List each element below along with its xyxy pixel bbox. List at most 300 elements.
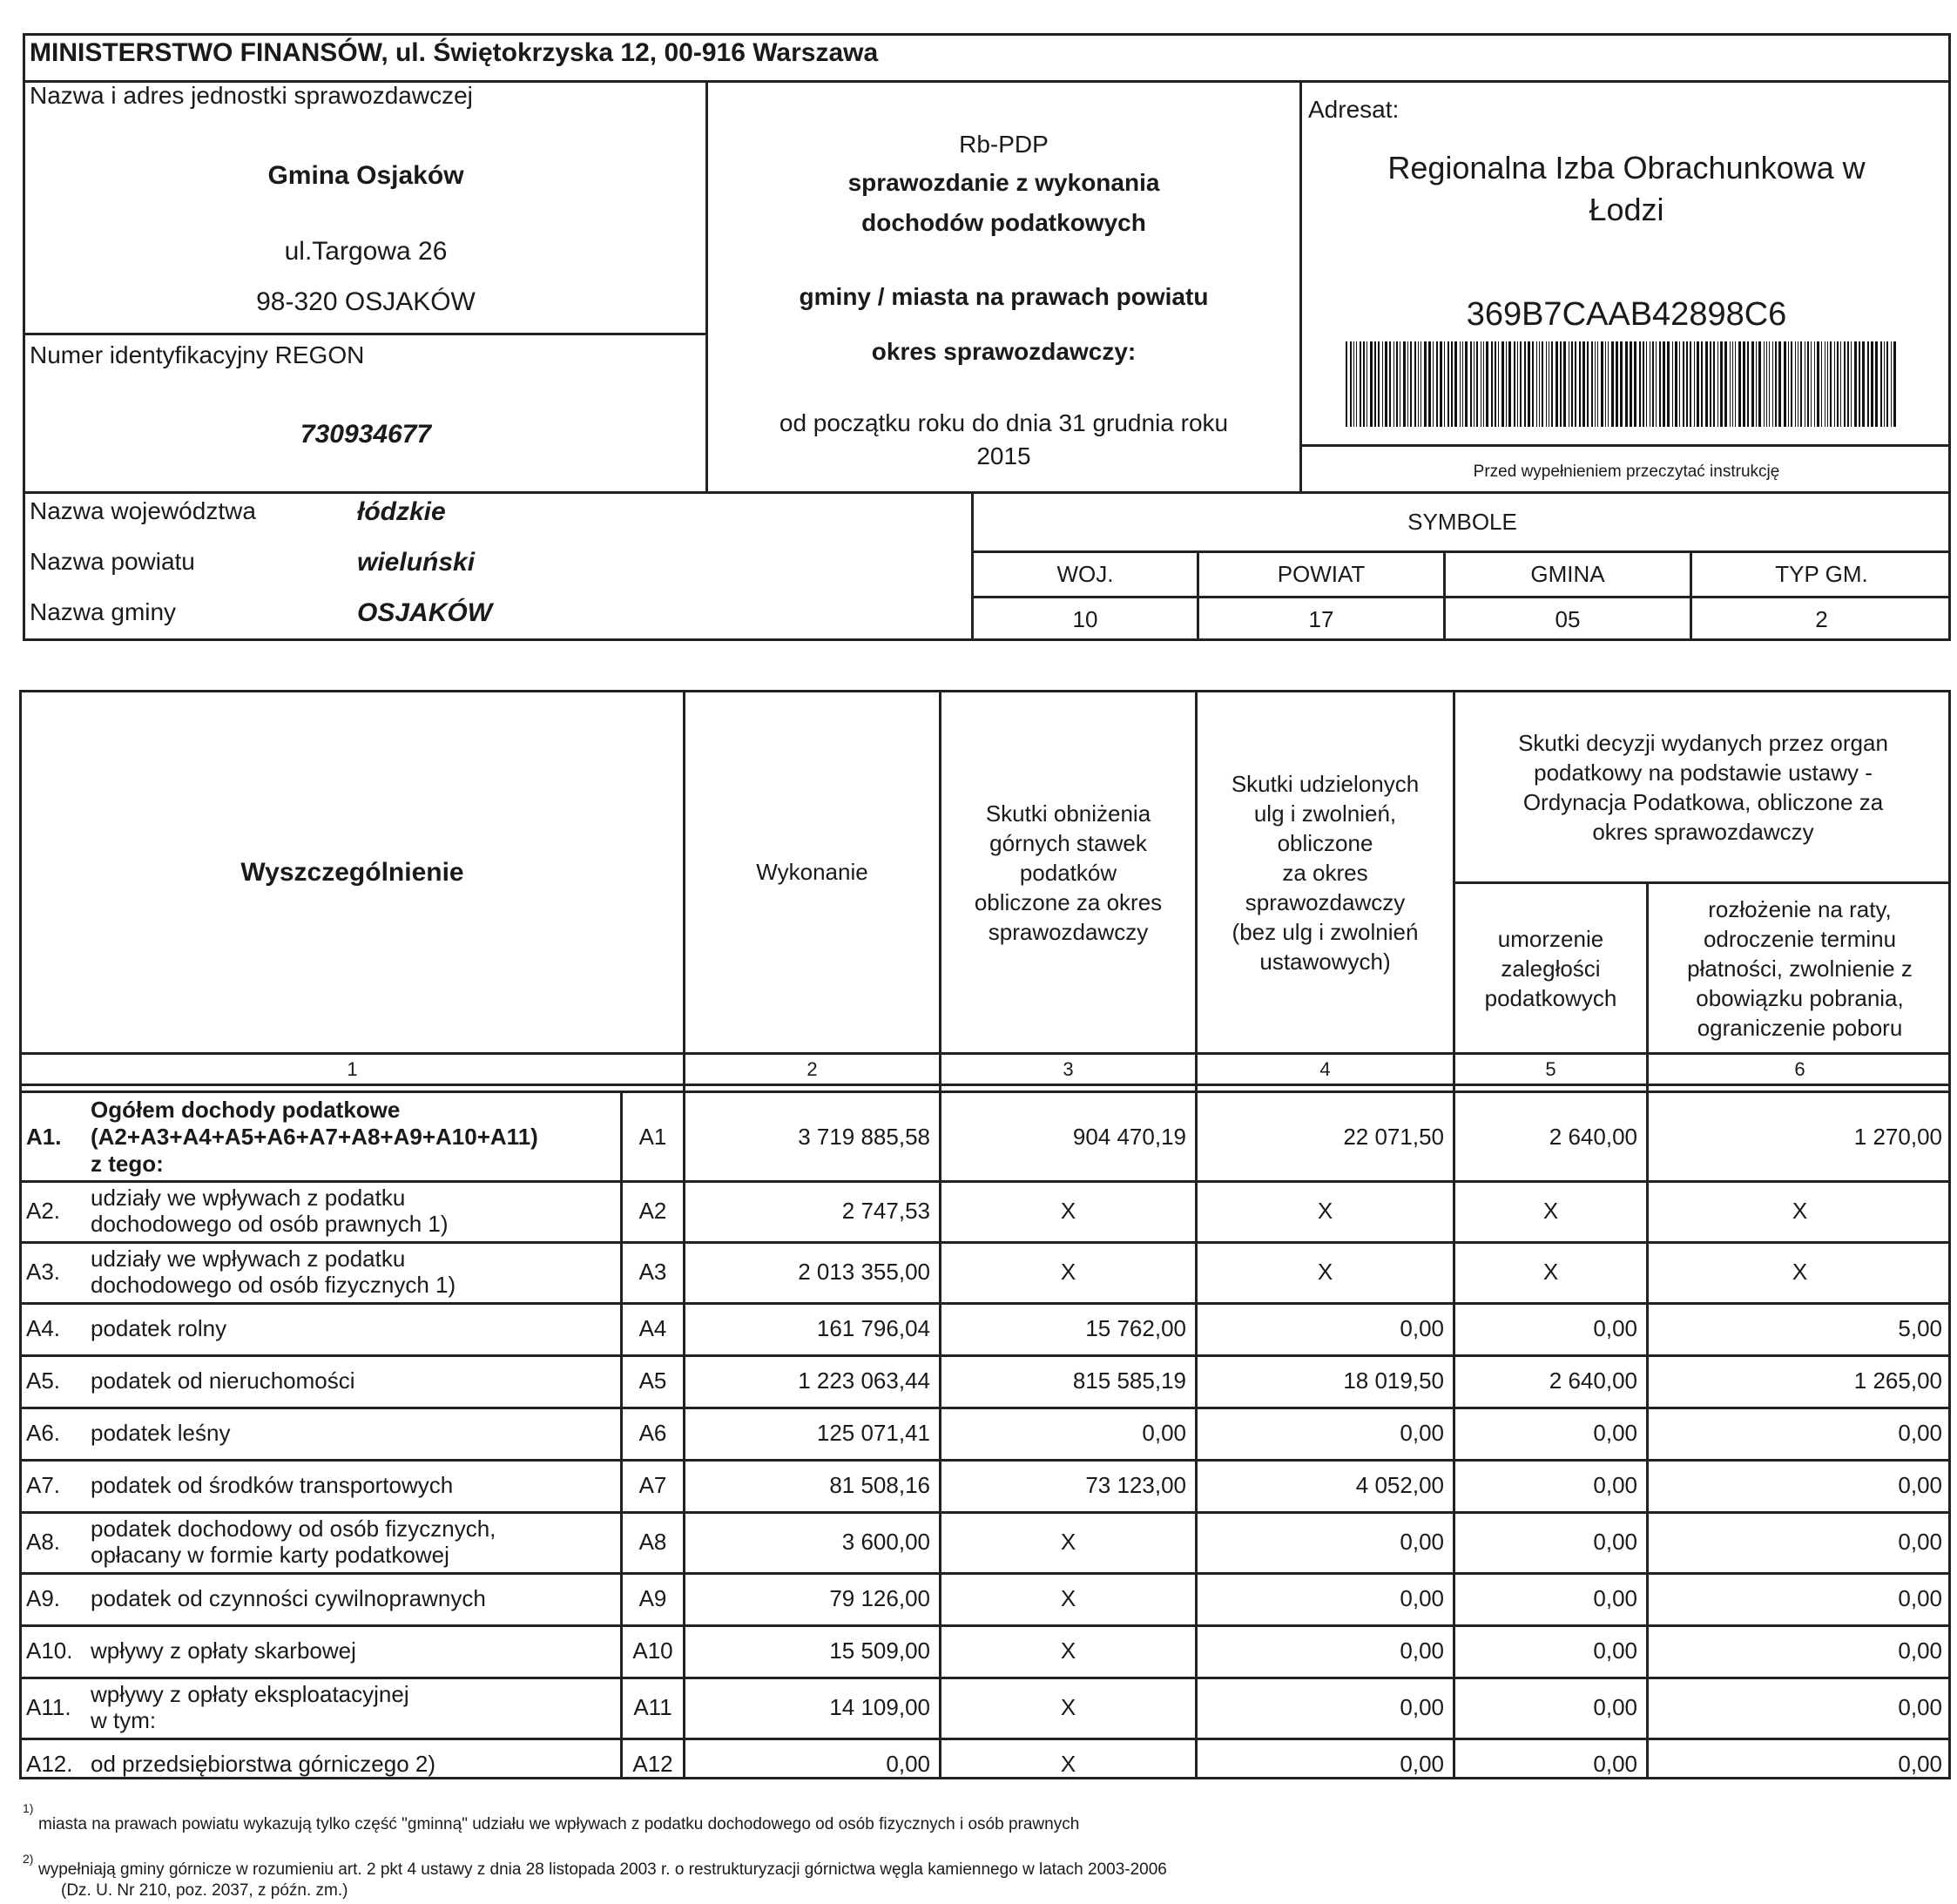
header-line: obliczone (1277, 829, 1373, 856)
row-number: A3. (26, 1258, 61, 1285)
barcode-bar (1460, 341, 1461, 427)
barcode-bar (1724, 341, 1727, 427)
row-value-col4: 22 071,50 (1343, 1123, 1444, 1150)
barcode-bar (1563, 341, 1566, 427)
row-number: A7. (26, 1471, 61, 1498)
barcode-bar (1646, 341, 1647, 427)
divider (1299, 80, 1302, 491)
symbol-header-typ: TYP GM. (1775, 561, 1868, 587)
row-name (91, 1241, 618, 1302)
footnote-1-mark: 1) (23, 1801, 34, 1815)
barcode-bar (1542, 341, 1543, 427)
row-value-col6: X (1792, 1197, 1808, 1224)
barcode-bar (1616, 341, 1618, 427)
divider (1299, 444, 1951, 447)
barcode-bar (1758, 341, 1761, 427)
barcode-bar (1840, 341, 1841, 427)
barcode-bar (1555, 341, 1558, 427)
barcode-bar (1491, 341, 1493, 427)
woj-value: łódzkie (357, 497, 446, 526)
row-value-col5: X (1542, 1197, 1559, 1224)
row-value-col2: 161 796,04 (816, 1314, 930, 1341)
header-line: (bez ulg i zwolnień (1232, 918, 1419, 945)
barcode-bar (1582, 341, 1585, 427)
barcode-bar (1732, 341, 1733, 427)
row-number: A4. (26, 1314, 61, 1341)
barcode-bar (1675, 341, 1677, 427)
row-value-col5: 0,00 (1593, 1750, 1637, 1777)
gmina-value: OSJAKÓW (357, 598, 493, 627)
row-code: A10 (632, 1637, 673, 1664)
row-number: A11. (26, 1693, 71, 1720)
row-number: A2. (26, 1197, 61, 1224)
barcode-bar (1811, 341, 1812, 427)
header-col6 (1649, 884, 1951, 1052)
row-name-line: wpływy z opłaty eksploatacyjnej (91, 1681, 409, 1707)
barcode-bar (1738, 341, 1741, 427)
barcode-bar (1679, 341, 1680, 427)
row-code: A9 (638, 1584, 667, 1611)
row-name (91, 1624, 618, 1677)
barcode-bar (1817, 341, 1819, 427)
header-line: Skutki obniżenia (985, 800, 1151, 827)
row-value-col6: 0,00 (1898, 1693, 1942, 1720)
barcode-bar (1880, 341, 1882, 427)
form-code: Rb-PDP (959, 131, 1049, 158)
barcode-bar (1407, 341, 1408, 427)
row-code: A7 (638, 1471, 667, 1498)
row-name-line: opłacany w formie karty podatkowej (91, 1542, 449, 1568)
row-name-line: podatek od nieruchomości (91, 1367, 355, 1394)
row-value-col5: 0,00 (1593, 1693, 1637, 1720)
unit-street: ul.Targowa 26 (284, 237, 448, 266)
row-name (91, 1407, 618, 1459)
row-value-col6: 0,00 (1898, 1584, 1942, 1611)
barcode-bar (1827, 341, 1828, 427)
row-value-col6: X (1792, 1258, 1808, 1285)
row-code: A11 (633, 1693, 672, 1720)
header-line: sprawozdawczy (988, 918, 1149, 945)
header-line: obliczone za okres (974, 888, 1163, 915)
footnote-2: wypełniają gminy górnicze w rozumieniu art. 2 pkt 4 ustawy z dnia 28 listopada 2003 r. o restrukturyzacji górnictwa węgla kamiennego w latach 2003-2006 (38, 1860, 1167, 1879)
header-line: obowiązku pobrania, (1696, 984, 1904, 1011)
barcode-bar (1506, 341, 1507, 427)
header-line: podatkowych (1484, 984, 1617, 1011)
header-line: podatków (1019, 859, 1117, 886)
symbol-header-woj: WOJ. (1056, 561, 1114, 587)
barcode-bar (1356, 341, 1357, 427)
header-line: Skutki udzielonych (1231, 770, 1420, 797)
header-col56 (1455, 692, 1951, 881)
barcode-bar (1834, 341, 1835, 427)
barcode-bar (1601, 341, 1603, 427)
symbol-value-woj: 10 (1072, 606, 1098, 632)
col-number-3: 3 (1063, 1057, 1074, 1080)
barcode-bar (1374, 341, 1376, 427)
header-wykonanie: Wykonanie (756, 859, 868, 885)
row-value-col3: 904 470,19 (1072, 1123, 1186, 1150)
header-col5 (1455, 884, 1646, 1052)
barcode-bar (1769, 341, 1770, 427)
row-code: A4 (638, 1314, 667, 1341)
row-name-line: od przedsiębiorstwa górniczego 2) (91, 1751, 435, 1777)
row-value-col6: 0,00 (1898, 1419, 1942, 1446)
row-code: A12 (632, 1750, 673, 1777)
row-name (91, 1677, 618, 1738)
barcode-bar (1433, 341, 1434, 427)
form-title-2: dochodów podatkowych (861, 209, 1146, 236)
woj-label: Nazwa województwa (30, 497, 256, 524)
barcode-bar (1686, 341, 1688, 427)
row-name (91, 1572, 618, 1624)
row-value-col3: 73 123,00 (1085, 1471, 1186, 1498)
row-value-col6: 1 265,00 (1853, 1367, 1942, 1394)
row-value-col3: X (1060, 1528, 1076, 1555)
addressee-line-1: Regionalna Izba Obrachunkowa w (1387, 150, 1866, 186)
row-name-line: udziały we wpływach z podatku (91, 1246, 406, 1272)
addressee-line-2: Łodzi (1589, 192, 1664, 227)
row-code: A5 (638, 1367, 667, 1394)
row-name-line: Ogółem dochody podatkowe (91, 1096, 401, 1123)
barcode-bar (1875, 341, 1878, 427)
symbol-header-gmina: GMINA (1530, 561, 1605, 587)
barcode-bar (1784, 341, 1786, 427)
barcode-bar (1532, 341, 1534, 427)
barcode-bar (1656, 341, 1657, 427)
barcode-bar (1764, 341, 1765, 427)
row-value-col2: 2 013 355,00 (798, 1258, 930, 1285)
regon-label: Numer identyfikacyjny REGON (30, 341, 365, 368)
col-number-5: 5 (1545, 1057, 1556, 1080)
barcode-bar (1800, 341, 1802, 427)
row-code: A2 (638, 1197, 667, 1224)
barcode-bar (1591, 341, 1593, 427)
barcode-bar (1743, 341, 1745, 427)
row-value-col6: 1 270,00 (1853, 1123, 1942, 1150)
barcode-bar (1886, 341, 1888, 427)
col-number-4: 4 (1319, 1057, 1331, 1080)
barcode-bar (1498, 341, 1499, 427)
barcode-bar (1705, 341, 1708, 427)
row-value-col2: 2 747,53 (841, 1197, 930, 1224)
row-value-col4: X (1317, 1258, 1333, 1285)
row-name-line: podatek od czynności cywilnoprawnych (91, 1585, 486, 1611)
barcode-bar (1730, 341, 1731, 427)
document-code: 369B7CAAB42898C6 (1466, 296, 1787, 333)
barcode-bar (1520, 341, 1522, 427)
barcode-bar (1360, 341, 1361, 427)
barcode-bar (1595, 341, 1596, 427)
barcode-bar (1893, 341, 1896, 427)
unit-name: Gmina Osjaków (267, 161, 464, 190)
barcode-bar (1385, 341, 1387, 427)
barcode-bar (1346, 341, 1347, 427)
row-value-col2: 79 126,00 (829, 1584, 930, 1611)
row-name-line: podatek rolny (91, 1315, 227, 1341)
barcode-bar (1448, 341, 1449, 427)
barcode-bar (1697, 341, 1699, 427)
barcode-bar (1444, 341, 1445, 427)
row-name (91, 1511, 618, 1572)
barcode-bar (1470, 341, 1472, 427)
barcode-bar (1350, 341, 1352, 427)
row-value-col2: 3 600,00 (841, 1528, 930, 1555)
header-line: górnych stawek (989, 829, 1147, 856)
row-value-col2: 14 109,00 (829, 1693, 930, 1720)
header-wyszczegolnienie: Wyszczególnienie (240, 857, 464, 887)
barcode-bar (1620, 341, 1623, 427)
barcode-bar (1501, 341, 1504, 427)
row-number: A12. (26, 1750, 73, 1777)
barcode-bar (1766, 341, 1767, 427)
header-line: ograniczenie poboru (1697, 1014, 1903, 1041)
row-value-col3: 815 585,19 (1072, 1367, 1186, 1394)
barcode-bar (1821, 341, 1822, 427)
barcode-bar (1694, 341, 1695, 427)
row-value-col5: 0,00 (1593, 1471, 1637, 1498)
header-line: umorzenie (1497, 925, 1604, 952)
row-value-col5: X (1542, 1258, 1559, 1285)
barcode-bar (1465, 341, 1468, 427)
footnote-1: miasta na prawach powiatu wykazują tylko część "gminną" udziału we wpływach z podatku dochodowego od osób fizycznych i osób prawnych (38, 1815, 1080, 1833)
row-number: A5. (26, 1367, 61, 1394)
barcode-bar (1630, 341, 1632, 427)
row-name (91, 1354, 618, 1407)
barcode-bar (1844, 341, 1846, 427)
barcode-bar (1830, 341, 1832, 427)
divider (23, 333, 705, 335)
barcode-bar (1524, 341, 1526, 427)
barcode-bar (1539, 341, 1540, 427)
row-code: A1 (638, 1123, 667, 1150)
header-col3 (941, 692, 1195, 1052)
powiat-label: Nazwa powiatu (30, 548, 195, 575)
row-number: A8. (26, 1528, 61, 1555)
barcode-bar (1495, 341, 1496, 427)
row-value-col2: 15 509,00 (829, 1637, 930, 1664)
barcode-bar (1410, 341, 1412, 427)
barcode-bar (1814, 341, 1815, 427)
barcode-bar (1859, 341, 1860, 427)
barcode-bar (1625, 341, 1628, 427)
row-code: A8 (638, 1528, 667, 1555)
barcode-bar (1788, 341, 1789, 427)
barcode-bar (1663, 341, 1665, 427)
barcode-bar (1514, 341, 1515, 427)
barcode-bar (1551, 341, 1553, 427)
symbols-title: SYMBOLE (1407, 509, 1517, 535)
row-value-col6: 0,00 (1898, 1528, 1942, 1555)
powiat-value: wieluński (357, 548, 476, 577)
barcode-bar (1575, 341, 1576, 427)
row-number: A10. (26, 1637, 73, 1664)
barcode-bar (1795, 341, 1796, 427)
row-code: A3 (638, 1258, 667, 1285)
barcode-bar (1867, 341, 1869, 427)
barcode-bar (1634, 341, 1636, 427)
row-name (91, 1738, 618, 1790)
divider (23, 491, 1951, 494)
barcode-bar (1424, 341, 1427, 427)
row-value-col2: 0,00 (886, 1750, 930, 1777)
divider (19, 1084, 1951, 1086)
row-value-col4: 0,00 (1400, 1693, 1444, 1720)
row-value-col2: 1 223 063,44 (798, 1367, 930, 1394)
barcode-bar (1611, 341, 1614, 427)
barcode-bar (1747, 341, 1749, 427)
row-value-col5: 0,00 (1593, 1419, 1637, 1446)
barcode-bar (1440, 341, 1442, 427)
row-name (91, 1093, 618, 1180)
row-name-line: (A2+A3+A4+A5+A6+A7+A8+A9+A10+A11) (91, 1123, 538, 1150)
row-value-col4: 4 052,00 (1355, 1471, 1444, 1498)
row-name-line: podatek dochodowy od osób fizycznych, (91, 1516, 496, 1542)
header-line: zaległości (1501, 955, 1601, 982)
barcode-bar (1862, 341, 1865, 427)
barcode-bar (1517, 341, 1518, 427)
row-value-col4: 0,00 (1400, 1750, 1444, 1777)
row-number: A6. (26, 1419, 61, 1446)
barcode-bar (1414, 341, 1416, 427)
barcode-bar (1597, 341, 1598, 427)
row-value-col3: 15 762,00 (1085, 1314, 1186, 1341)
symbol-value-typ: 2 (1815, 606, 1828, 632)
footnote-2-mark: 2) (23, 1852, 34, 1866)
row-value-col3: X (1060, 1197, 1076, 1224)
barcode-bar (1847, 341, 1849, 427)
barcode-bar (1652, 341, 1654, 427)
col-number-1: 1 (347, 1057, 358, 1080)
barcode-bar (1667, 341, 1670, 427)
regon-value: 730934677 (300, 420, 432, 449)
row-value-col6: 5,00 (1898, 1314, 1942, 1341)
header-line: rozłożenie na raty, (1708, 895, 1892, 922)
row-value-col5: 0,00 (1593, 1584, 1637, 1611)
barcode-bar (1363, 341, 1365, 427)
row-value-col3: X (1060, 1750, 1076, 1777)
row-value-col4: 0,00 (1400, 1584, 1444, 1611)
row-value-col6: 0,00 (1898, 1471, 1942, 1498)
row-value-col6: 0,00 (1898, 1750, 1942, 1777)
period-value-1: od początku roku do dnia 31 grudnia roku (779, 409, 1229, 436)
row-value-col3: X (1060, 1258, 1076, 1285)
barcode-bar (1546, 341, 1547, 427)
barcode-bar (1528, 341, 1530, 427)
barcode-bar (1735, 341, 1736, 427)
barcode-bar (1536, 341, 1537, 427)
row-value-col4: 0,00 (1400, 1419, 1444, 1446)
row-value-col4: 0,00 (1400, 1314, 1444, 1341)
form-title-1: sprawozdanie z wykonania (847, 169, 1160, 196)
row-value-col2: 81 508,16 (829, 1471, 930, 1498)
gmina-label: Nazwa gminy (30, 598, 177, 625)
barcode-bar (1851, 341, 1852, 427)
barcode-bar (1672, 341, 1673, 427)
header-line: sprawozdawczy (1245, 888, 1406, 915)
header-line: okres sprawozdawczy (1592, 818, 1814, 845)
barcode-bar (1701, 341, 1703, 427)
barcode-bar (1370, 341, 1373, 427)
barcode-bar (1837, 341, 1839, 427)
barcode-bar (1756, 341, 1757, 427)
row-value-col4: 18 019,50 (1343, 1367, 1444, 1394)
barcode-bar (1884, 341, 1885, 427)
barcode-bar (1587, 341, 1589, 427)
row-code: A6 (638, 1419, 667, 1446)
instruction-note: Przed wypełnieniem przeczytać instrukcję (1473, 462, 1780, 481)
row-name-line: dochodowego od osób prawnych 1) (91, 1211, 449, 1237)
header-line: za okres (1282, 859, 1368, 886)
barcode-bar (1579, 341, 1581, 427)
header-line: podatkowy na podstawie ustawy - (1534, 759, 1873, 786)
header-line: Ordynacja Podatkowa, obliczone za (1522, 788, 1884, 815)
row-value-col4: 0,00 (1400, 1637, 1444, 1664)
row-value-col6: 0,00 (1898, 1637, 1942, 1664)
barcode-bar (1382, 341, 1383, 427)
barcode-bar (1486, 341, 1488, 427)
barcode-bar (1608, 341, 1609, 427)
barcode-bar (1772, 341, 1773, 427)
barcode-bar (1396, 341, 1398, 427)
unit-city: 98-320 OSJAKÓW (256, 287, 476, 316)
barcode-bar (1418, 341, 1419, 427)
barcode-bar (1428, 341, 1431, 427)
col-number-6: 6 (1794, 1057, 1805, 1080)
barcode-bar (1451, 341, 1453, 427)
barcode-bar (1807, 341, 1809, 427)
addressee-label: Adresat: (1308, 96, 1400, 123)
row-value-col5: 2 640,00 (1549, 1123, 1637, 1150)
row-value-col3: X (1060, 1637, 1076, 1664)
row-value-col2: 3 719 885,58 (798, 1123, 930, 1150)
barcode-bar (1462, 341, 1463, 427)
row-name-line: wpływy z opłaty skarbowej (91, 1637, 356, 1664)
barcode-bar (1690, 341, 1691, 427)
row-name (91, 1180, 618, 1241)
barcode-bar (1720, 341, 1723, 427)
barcode-bar (1483, 341, 1484, 427)
row-name-line: z tego: (91, 1150, 164, 1177)
row-value-col3: X (1060, 1693, 1076, 1720)
barcode-bar (1683, 341, 1684, 427)
barcode-bar (1717, 341, 1718, 427)
barcode-bar (1710, 341, 1711, 427)
row-value-col3: X (1060, 1584, 1076, 1611)
footnote-2-cont: (Dz. U. Nr 210, poz. 2037, z późn. zm.) (61, 1881, 348, 1900)
unit-label: Nazwa i adres jednostki sprawozdawczej (30, 82, 473, 109)
header-line: płatności, zwolnienie z (1687, 955, 1913, 982)
barcode-bar (1639, 341, 1641, 427)
row-name-line: w tym: (91, 1707, 157, 1733)
symbol-header-powiat: POWIAT (1277, 561, 1366, 587)
symbol-value-gmina: 05 (1555, 606, 1581, 632)
row-value-col3: 0,00 (1142, 1419, 1186, 1446)
barcode-bar (1778, 341, 1781, 427)
barcode-bar (1508, 341, 1511, 427)
barcode-bar (1560, 341, 1562, 427)
barcode-bar (1605, 341, 1606, 427)
row-name-line: podatek leśny (91, 1420, 231, 1446)
symbol-value-powiat: 17 (1308, 606, 1334, 632)
row-value-col2: 125 071,41 (816, 1419, 930, 1446)
header-line: Skutki decyzji wydanych przez organ (1518, 729, 1888, 756)
col-number-2: 2 (806, 1057, 818, 1080)
barcode-bar (1871, 341, 1873, 427)
barcode-bar (1454, 341, 1457, 427)
barcode-bar (1436, 341, 1438, 427)
row-name-line: udziały we wpływach z podatku (91, 1185, 406, 1211)
row-value-col5: 2 640,00 (1549, 1367, 1637, 1394)
